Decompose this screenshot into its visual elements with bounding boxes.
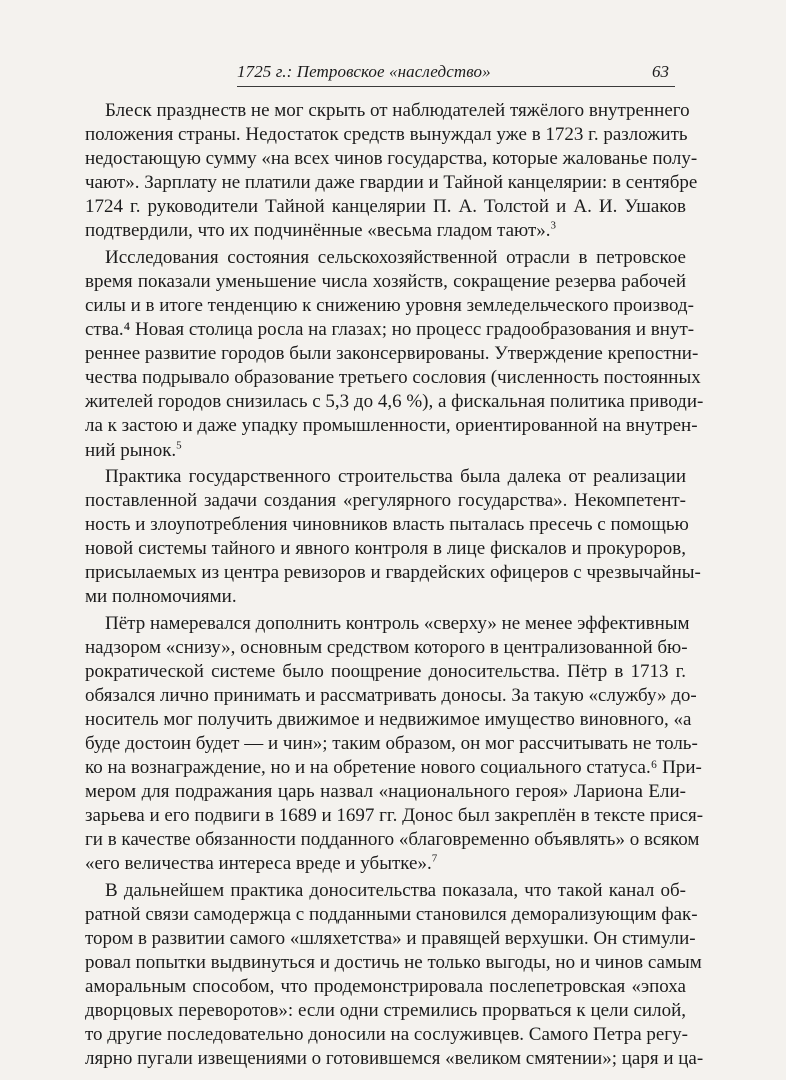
text-line: буде достоин будет — и чин»; таким образом, он мог рассчитывать не толь-	[85, 733, 698, 754]
text-line: ги в качестве обязанности подданного «благовременно объявлять» о всяком	[85, 829, 700, 851]
text-line: ровал попытки выдвинуться и достичь не только выгоды, но и чинов самым	[85, 952, 702, 974]
running-header	[237, 60, 675, 87]
text-line-last: ми полномочиями.	[85, 586, 237, 608]
paragraph	[85, 99, 698, 244]
text-line-last	[85, 852, 686, 876]
text-line: рократической системе было поощрение доносительства. Пётр в 1713 г.	[85, 660, 686, 682]
text-line: реннее развитие городов были законсервированы. Утверждение крепостни-	[85, 343, 699, 365]
text-line: Пётр намеревался дополнить контроль «сверху» не менее эффективным	[105, 612, 690, 634]
paragraph	[85, 879, 704, 1072]
body-text	[85, 99, 704, 1074]
text-line: аморальным способом, что продемонстрировала послепетровская «эпоха	[85, 976, 686, 998]
footnote-marker: 7	[431, 853, 438, 866]
text-line: ла к застою и даже упадку промышленности, ориентированной на внутрен-	[85, 415, 698, 437]
footnote-marker: 3	[550, 220, 557, 233]
text-line: недостающую сумму «на всех чинов государства, которые жалованье полу-	[85, 148, 698, 170]
text-line: ность и злоупотребления чиновников власть пыталась пресечь с помощью	[85, 513, 689, 535]
text-line: мером для подражания царь назвал «национального героя» Лариона Ели-	[85, 781, 686, 803]
text-line: ства.⁴ Новая столица росла на глазах; но процесс градообразования и внут-	[85, 319, 695, 341]
text-line: чают». Зарплату не платили даже гвардии и Тайной канцелярии: в сентябре	[85, 172, 698, 194]
text-line: жителей городов снизилась с 5,3 до 4,6 %), а фискальная политика приводи-	[85, 391, 704, 413]
text-line: тором в развитии самого «шляхетства» и правящей верхушки. Он стимули-	[85, 927, 696, 949]
page-number: 63	[652, 62, 669, 81]
footnote-marker: 5	[176, 439, 182, 452]
text-line: обязался лично принимать и рассматривать доносы. За такую «службу» до-	[85, 684, 697, 706]
text-line: Исследования состояния сельскохозяйственной отрасли в петровское	[105, 246, 686, 268]
text-line: новой системы тайного и явного контроля в лице фискалов и прокуроров,	[85, 538, 686, 560]
text-line-last	[85, 219, 686, 243]
text-line: Блеск празднеств не мог скрыть от наблюдателей тяжёлого внутреннего	[105, 100, 690, 121]
running-title: 1725 г.: Петровское «наследство»	[237, 62, 491, 81]
text-line: Практика государственного строительства была далека от реализации	[105, 465, 686, 487]
text-line: поставленной задачи создания «регулярного государства». Некомпетент-	[85, 489, 686, 511]
text-line: лярно пугали извещениями о готовившемся «великом смятении»; царя и ца-	[85, 1048, 704, 1070]
text-line: надзором «снизу», основным средством которого в централизованной бю-	[85, 636, 688, 658]
paragraph	[85, 465, 701, 610]
text-line: 1724 г. руководители Тайной канцелярии П. А. Толстой и А. И. Ушаков	[85, 196, 686, 218]
text-line: ко на вознаграждение, но и на обретение нового социального статуса.⁶ При-	[85, 757, 702, 779]
line-text: ний рынок.	[85, 439, 177, 461]
text-line: дворцовых переворотов»: если одни стремились прорваться к цели силой,	[85, 1000, 686, 1022]
text-line: то другие последовательно доносили на сослуживцев. Самого Петра регу-	[85, 1024, 688, 1046]
text-line: чества подрывало образование третьего сословия (численность постоянных	[85, 367, 701, 389]
paragraph	[85, 246, 704, 463]
text-line: силы и в итоге тенденцию к снижению уровня земледельческого производ-	[85, 294, 694, 316]
text-line: ратной связи самодержца с подданными становился деморализующим фак-	[85, 903, 698, 925]
text-line: присылаемых из центра ревизоров и гвардейских офицеров с чрезвычайны-	[85, 562, 701, 584]
line-text: «его величества интереса вреде и убытке».	[85, 853, 432, 875]
text-line: положения страны. Недостаток средств вынуждал уже в 1723 г. разложить	[85, 124, 688, 146]
text-line: время показали уменьшение числа хозяйств, сокращение резерва рабочей	[85, 270, 686, 292]
text-line-last	[85, 439, 686, 463]
paragraph	[85, 612, 704, 877]
line-text: подтвердили, что их подчинённые «весьма гладом тают».	[85, 220, 551, 242]
text-line: носитель мог получить движимое и недвижимое имущество виновного, «а	[85, 708, 692, 730]
text-line: зарьева и его подвиги в 1689 и 1697 гг. Донос был закреплён в тексте прися-	[85, 805, 704, 827]
text-line: В дальнейшем практика доносительства показала, что такой канал об-	[105, 879, 686, 901]
